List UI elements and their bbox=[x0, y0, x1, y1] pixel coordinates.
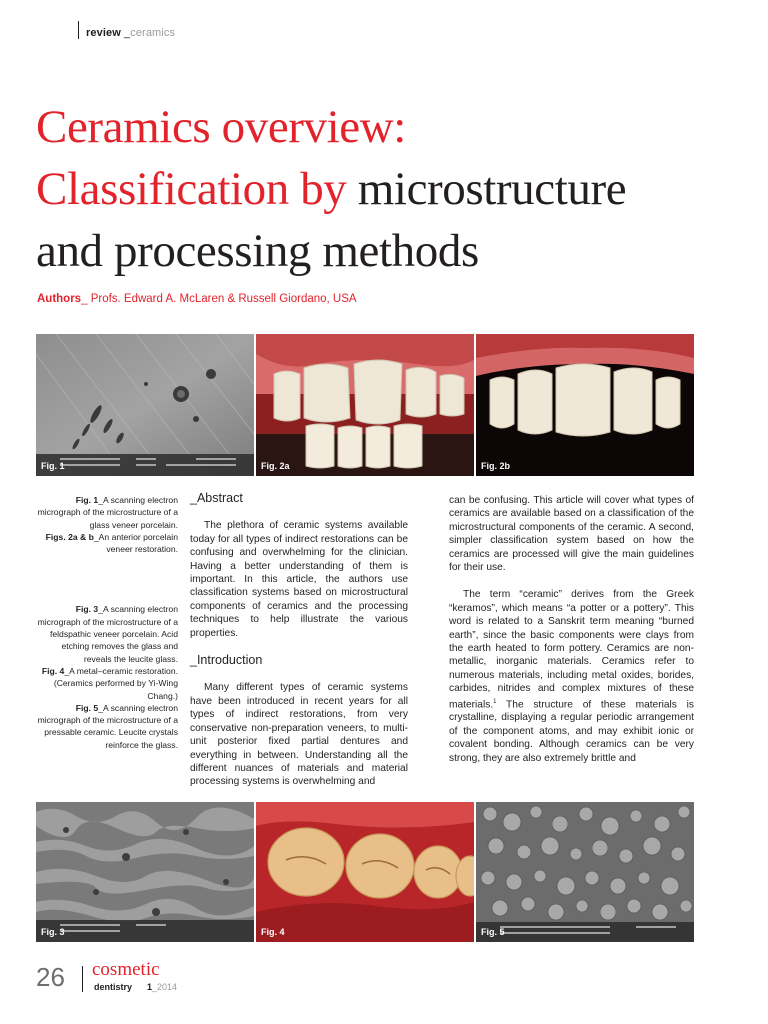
title-line-1: Ceramics overview: bbox=[36, 101, 406, 153]
figure-2b-label: Fig. 2b bbox=[481, 461, 510, 471]
header-rule bbox=[78, 21, 79, 39]
figure-2a-label: Fig. 2a bbox=[261, 461, 290, 471]
magazine-brand-dentistry: dentistry bbox=[94, 982, 133, 992]
issue-number bbox=[147, 982, 177, 992]
introduction-text: Many different types of ceramic systems have been introduced in recent years for all types of indirect restorations, from very conservative non-preparation veneers, to multi-unit posterior fixed partial dentures and everything in between. Understanding all the different nuances of materials and material processing systems is overwhelming and bbox=[190, 682, 408, 788]
body-column-1 bbox=[190, 492, 408, 789]
caption-fig4 bbox=[36, 665, 178, 702]
authors-sep: _ bbox=[81, 293, 91, 305]
ceramic-term-text-continued: The structure of these materials is crystalline, displaying a regular periodic arrangement of the component atoms, and may exhibit ionic or covalent bonding. Although ceramics can be very strong, they are also extremely brittle and bbox=[449, 699, 694, 764]
figure-4-label: Fig. 4 bbox=[261, 927, 285, 937]
header-subsection: ceramics bbox=[130, 27, 176, 39]
figure-3-label: Fig. 3 bbox=[41, 927, 65, 937]
header-section: review bbox=[86, 27, 121, 39]
caption-fig5-label: Fig. 5 bbox=[75, 702, 99, 713]
figure-5-label: Fig. 5 bbox=[481, 927, 505, 937]
abstract-heading: _Abstract bbox=[190, 491, 243, 505]
figure-4-metal-ceramic-restoration bbox=[256, 802, 474, 942]
introduction-heading: _Introduction bbox=[190, 653, 263, 668]
article-title bbox=[36, 96, 756, 282]
magazine-brand-cosmetic: cosmetic bbox=[92, 959, 160, 980]
caption-fig2-text: _An anterior porcelain veneer restoration. bbox=[93, 531, 178, 555]
caption-fig1 bbox=[36, 494, 178, 531]
caption-fig3-text: _A scanning electron micrograph of the microstructure of a feldspathic veneer porcelain. Acid etching removes the glass and reveals the leucite glass. bbox=[37, 604, 178, 664]
title-line-3: and processing methods bbox=[36, 225, 479, 277]
figure-2b-anterior-teeth bbox=[476, 334, 694, 476]
ceramic-term-text: The term “ceramic” derives from the Greek “keramos”, which means “a potter or a pottery”. This word is related to a Sanskrit term meaning “burned earth”, since the basic components were clays from the earth heated to form pottery. Ceramics are non-metallic, inorganic materials. Ceramics refer to numerous materials, including metal oxides, borides, carbides, nitrides and complex mixtures of these materials. bbox=[449, 589, 694, 711]
caption-fig4-label: Fig. 4 bbox=[41, 665, 65, 676]
body-paragraph-ceramic-term bbox=[449, 588, 694, 765]
running-header bbox=[86, 27, 175, 39]
header-separator: _ bbox=[120, 27, 131, 39]
title-line-2-rest: microstructure bbox=[346, 163, 627, 215]
authors-line bbox=[37, 293, 357, 305]
figure-captions bbox=[36, 494, 178, 751]
abstract-text: The plethora of ceramic systems available today for all types of indirect restorations can be confusing and overwhelming for the clinician. Having a better understanding of them is important. In this article, the authors use classification systems based on microstructural components of ceramics and the processing techniques to help illustrate the various properties. bbox=[190, 520, 408, 639]
body-column-2 bbox=[449, 494, 694, 765]
caption-fig2-label: Figs. 2a & b bbox=[45, 531, 94, 542]
authors-label: Authors bbox=[37, 293, 82, 305]
issue-year: _2014 bbox=[152, 982, 178, 992]
footer-rule bbox=[82, 966, 83, 992]
authors-names: Profs. Edward A. McLaren & Russell Giordano, USA bbox=[90, 293, 357, 305]
title-line-2 bbox=[36, 158, 756, 220]
title-line-2-red: Classification by bbox=[36, 163, 347, 215]
page-number: 26 bbox=[36, 962, 65, 992]
figure-1-label: Fig. 1 bbox=[41, 461, 65, 471]
caption-fig1-text: _A scanning electron micrograph of the microstructure of a glass veneer porcelain. bbox=[37, 495, 178, 530]
body-paragraph-continued: can be confusing. This article will cover what types of ceramics are available based on a classification of the microstructural components of the ceramic. A second, simpler classification system based on how the ceramics are processed will give the main guidelines for their use. bbox=[449, 495, 694, 574]
caption-fig5 bbox=[36, 702, 178, 751]
issue-value: 1 bbox=[147, 982, 153, 992]
figure-1-sem-glass-porcelain bbox=[36, 334, 254, 476]
caption-fig5-text: _A scanning electron micrograph of the microstructure of a pressable ceramic. Leucite crystals reinforce the glass. bbox=[37, 702, 178, 750]
caption-fig3-label: Fig. 3 bbox=[75, 604, 99, 615]
figure-3-sem-feldspathic-porcelain bbox=[36, 802, 254, 942]
figure-2a-anterior-teeth bbox=[256, 334, 474, 476]
caption-fig3 bbox=[36, 603, 178, 664]
figure-5-sem-pressable-ceramic bbox=[476, 802, 694, 942]
caption-fig4-text: _A metal–ceramic restoration. (Ceramics performed by Yi-Wing Chang.) bbox=[53, 665, 178, 701]
caption-fig1-label: Fig. 1 bbox=[75, 495, 99, 505]
caption-fig2 bbox=[36, 531, 178, 556]
reference-marker: 1 bbox=[493, 698, 497, 705]
